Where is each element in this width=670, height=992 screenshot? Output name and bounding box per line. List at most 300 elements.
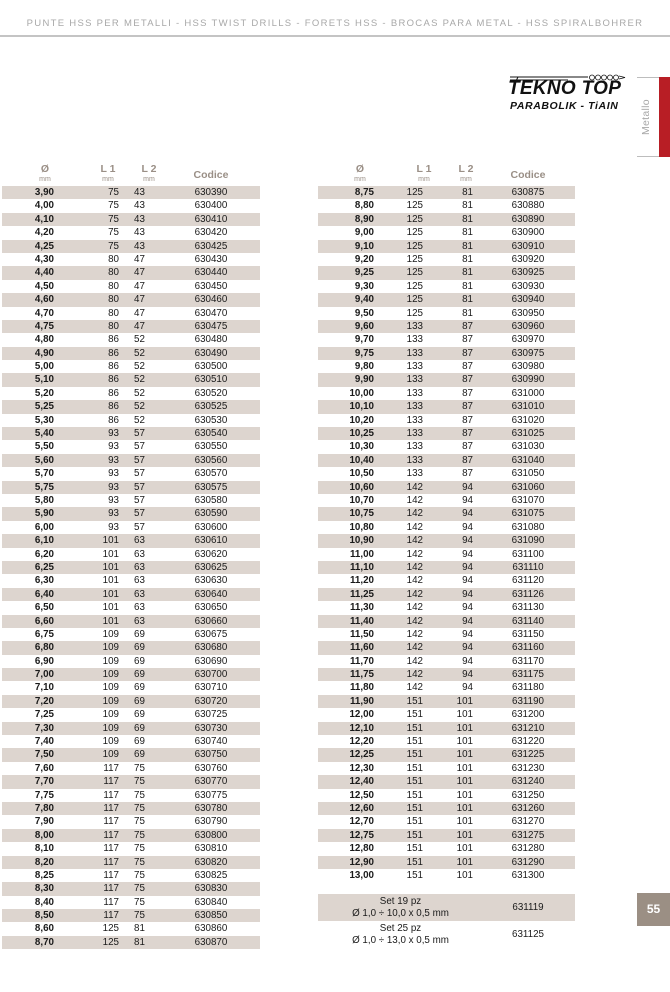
- l2-cell: 57: [134, 481, 145, 493]
- diameter-cell: 5,75: [34, 481, 54, 493]
- table-row: [2, 775, 260, 788]
- table-row: [318, 360, 575, 373]
- l2-cell: 94: [462, 628, 473, 640]
- l1-cell: 109: [102, 669, 119, 681]
- diameter-cell: 10,10: [349, 401, 374, 413]
- l1-cell: 117: [103, 896, 119, 908]
- table-row: [318, 226, 575, 239]
- table-row: [2, 601, 260, 614]
- code-cell: 630520: [194, 387, 228, 399]
- l1-cell: 75: [108, 200, 119, 212]
- l1-cell: 75: [108, 240, 119, 252]
- code-cell: 631260: [511, 802, 545, 814]
- l2-cell: 52: [134, 414, 145, 426]
- code-cell: 631160: [512, 642, 544, 654]
- l1-cell: 142: [406, 628, 423, 640]
- l2-cell: 87: [462, 387, 473, 399]
- diameter-cell: 12,40: [349, 776, 374, 788]
- table-row: [2, 534, 260, 547]
- diameter-cell: 6,25: [34, 561, 54, 573]
- table-row: [318, 815, 575, 828]
- l1-cell: 80: [108, 320, 119, 332]
- diameter-cell: 11,10: [350, 561, 374, 573]
- l2-cell: 87: [462, 401, 473, 413]
- diameter-cell: 11,40: [350, 615, 374, 627]
- l1-cell: 142: [406, 669, 423, 681]
- table-row: [318, 829, 575, 842]
- diameter-cell: 10,40: [349, 454, 374, 466]
- l2-cell: 69: [134, 628, 145, 640]
- code-cell: 630580: [194, 494, 228, 506]
- l2-cell: 43: [134, 213, 145, 225]
- code-cell: 630890: [511, 213, 545, 225]
- table-row: [318, 213, 575, 226]
- code-cell: 630830: [194, 883, 228, 895]
- table-row: [318, 427, 575, 440]
- code-cell: 630640: [194, 588, 228, 600]
- table-row: [2, 521, 260, 534]
- l1-cell: 101: [102, 615, 119, 627]
- l2-cell: 47: [134, 280, 145, 292]
- diameter-cell: 10,30: [349, 441, 374, 453]
- table-row: [318, 454, 575, 467]
- l2-cell: 81: [462, 213, 473, 225]
- table-row: [318, 467, 575, 480]
- code-cell: 630400: [194, 200, 228, 212]
- l1-cell: 86: [108, 374, 119, 386]
- diameter-cell: 11,50: [350, 628, 374, 640]
- table-row: [2, 320, 260, 333]
- diameter-cell: 7,80: [34, 802, 54, 814]
- set-range: Ø 1,0 ÷ 13,0 x 0,5 mm: [352, 934, 449, 946]
- table-row: [318, 507, 575, 520]
- table-row: [318, 440, 575, 453]
- code-cell: 630440: [194, 267, 228, 279]
- diameter-cell: 6,20: [34, 548, 54, 560]
- l1-cell: 86: [108, 401, 119, 413]
- diameter-cell: 9,10: [354, 240, 374, 252]
- diameter-cell: 9,70: [354, 334, 374, 346]
- l1-cell: 142: [406, 494, 423, 506]
- code-cell: 631075: [511, 508, 545, 520]
- diameter-cell: 5,50: [34, 441, 54, 453]
- l2-cell: 101: [456, 789, 473, 801]
- code-cell: 631110: [512, 561, 544, 573]
- l1-cell: 117: [103, 776, 119, 788]
- diameter-cell: 4,30: [34, 253, 54, 265]
- diameter-cell: 12,10: [349, 722, 374, 734]
- table-row: [2, 588, 260, 601]
- diameter-cell: 8,40: [34, 896, 54, 908]
- code-cell: 630825: [194, 869, 228, 881]
- l2-cell: 43: [134, 227, 145, 239]
- l2-cell: 57: [134, 454, 145, 466]
- diameter-cell: 5,40: [34, 428, 54, 440]
- diameter-cell: 12,70: [349, 816, 374, 828]
- code-cell: 630840: [194, 896, 228, 908]
- code-cell: 631250: [511, 789, 545, 801]
- l1-cell: 142: [406, 508, 423, 520]
- code-cell: 630800: [194, 829, 228, 841]
- table-row: [318, 735, 575, 748]
- l1-cell: 75: [108, 227, 119, 239]
- code-cell: 630490: [194, 347, 228, 359]
- table-row: [2, 253, 260, 266]
- l1-cell: 142: [406, 682, 423, 694]
- diameter-cell: 8,75: [354, 187, 374, 198]
- l1-cell: 133: [406, 387, 423, 399]
- l2-cell: 87: [462, 441, 473, 453]
- table-row: [318, 802, 575, 815]
- table-row: [2, 481, 260, 494]
- diameter-cell: 11,75: [350, 669, 374, 681]
- l1-cell: 125: [406, 200, 423, 212]
- table-header: [2, 164, 260, 186]
- code-cell: 631150: [512, 628, 544, 640]
- l2-cell: 47: [134, 253, 145, 265]
- code-cell: 631130: [512, 602, 544, 614]
- l2-cell: 75: [134, 762, 145, 774]
- l1-cell: 109: [102, 642, 119, 654]
- l1-cell: 80: [108, 267, 119, 279]
- l1-cell: 117: [103, 856, 119, 868]
- code-cell: 631126: [512, 588, 544, 600]
- diameter-cell: 9,50: [354, 307, 374, 319]
- l2-cell: 101: [456, 762, 473, 774]
- code-cell: 630880: [511, 200, 545, 212]
- l1-cell: 109: [102, 695, 119, 707]
- l2-cell: 75: [134, 896, 145, 908]
- l1-cell: 109: [102, 682, 119, 694]
- diameter-cell: 12,60: [349, 802, 374, 814]
- header-code: Codice: [193, 169, 229, 181]
- header-l2: L 2 mm: [141, 163, 157, 183]
- l1-cell: 109: [102, 628, 119, 640]
- code-cell: 631230: [511, 762, 545, 774]
- table-row: [318, 293, 575, 306]
- l2-cell: 81: [462, 294, 473, 306]
- code-cell: 630900: [511, 227, 545, 239]
- l1-cell: 80: [108, 253, 119, 265]
- l1-cell: 109: [102, 655, 119, 667]
- diameter-cell: 7,90: [34, 816, 54, 828]
- diameter-cell: 10,50: [349, 468, 374, 480]
- code-cell: 631140: [512, 615, 544, 627]
- code-cell: 630425: [194, 240, 228, 252]
- diameter-cell: 4,10: [34, 213, 54, 225]
- code-cell: 630680: [194, 642, 228, 654]
- l1-cell: 117: [103, 802, 119, 814]
- table-row: [318, 548, 575, 561]
- l1-cell: 101: [102, 548, 119, 560]
- table-row: [2, 869, 260, 882]
- code-cell: 631225: [511, 749, 545, 761]
- diameter-cell: 10,75: [349, 508, 374, 520]
- l2-cell: 63: [134, 548, 145, 560]
- l1-cell: 133: [406, 454, 423, 466]
- code-cell: 630610: [194, 535, 228, 547]
- diameter-cell: 9,20: [354, 253, 374, 265]
- l2-cell: 75: [134, 802, 145, 814]
- code-cell: 631060: [511, 481, 545, 493]
- diameter-cell: 7,00: [34, 669, 54, 681]
- table-row: [2, 414, 260, 427]
- code-cell: 631300: [511, 869, 545, 881]
- code-cell: 631210: [511, 722, 545, 734]
- table-row: [2, 548, 260, 561]
- table-row: [2, 494, 260, 507]
- table-row: [2, 226, 260, 239]
- table-row: [2, 815, 260, 828]
- code-cell: 630720: [194, 695, 228, 707]
- table-row: [318, 641, 575, 654]
- table-row: [2, 333, 260, 346]
- l1-cell: 142: [406, 481, 423, 493]
- code-cell: 630990: [511, 374, 545, 386]
- l2-cell: 101: [456, 776, 473, 788]
- l1-cell: 151: [406, 776, 423, 788]
- table-row: [2, 922, 260, 935]
- code-cell: 630575: [194, 481, 228, 493]
- table-row: [318, 307, 575, 320]
- l1-cell: 151: [406, 709, 423, 721]
- code-cell: 631290: [511, 856, 545, 868]
- table-row: [318, 240, 575, 253]
- l2-cell: 94: [462, 588, 473, 600]
- l2-cell: 94: [462, 535, 473, 547]
- table-row: [2, 668, 260, 681]
- code-cell: 631180: [512, 682, 544, 694]
- l1-cell: 86: [108, 387, 119, 399]
- table-row: [2, 307, 260, 320]
- header-l2: L 2 mm: [458, 163, 474, 183]
- header-diameter: Ø mm: [354, 163, 366, 183]
- l2-cell: 81: [462, 253, 473, 265]
- diameter-cell: 7,25: [34, 709, 54, 721]
- l1-cell: 151: [406, 816, 423, 828]
- l1-cell: 142: [406, 615, 423, 627]
- table-row: [2, 387, 260, 400]
- l2-cell: 69: [134, 669, 145, 681]
- l1-cell: 142: [406, 535, 423, 547]
- diameter-cell: 10,60: [349, 481, 374, 493]
- code-cell: 630460: [194, 294, 228, 306]
- code-cell: 631280: [511, 843, 545, 855]
- diameter-cell: 11,00: [350, 548, 374, 560]
- code-cell: 630525: [194, 401, 228, 413]
- l1-cell: 93: [108, 468, 119, 480]
- table-row: [2, 427, 260, 440]
- l1-cell: 86: [108, 347, 119, 359]
- code-cell: 630960: [511, 320, 545, 332]
- code-cell: 630420: [194, 227, 228, 239]
- code-cell: 630390: [194, 187, 228, 198]
- table-row: [318, 668, 575, 681]
- code-cell: 630925: [511, 267, 545, 279]
- diameter-cell: 6,50: [34, 602, 54, 614]
- diameter-cell: 8,25: [34, 869, 54, 881]
- table-row: [2, 735, 260, 748]
- table-row: [2, 708, 260, 721]
- l1-cell: 151: [406, 749, 423, 761]
- l2-cell: 75: [134, 883, 145, 895]
- table-row: [318, 253, 575, 266]
- table-row: [318, 681, 575, 694]
- diameter-cell: 5,20: [34, 387, 54, 399]
- l2-cell: 94: [462, 481, 473, 493]
- table-row: [2, 882, 260, 895]
- code-cell: 631070: [511, 494, 545, 506]
- diameter-cell: 6,80: [34, 642, 54, 654]
- table-row: [318, 655, 575, 668]
- code-cell: 630475: [194, 320, 228, 332]
- l1-cell: 133: [406, 441, 423, 453]
- table-row: [2, 454, 260, 467]
- l2-cell: 57: [134, 521, 145, 533]
- table-row: [318, 628, 575, 641]
- l1-cell: 133: [406, 401, 423, 413]
- l2-cell: 94: [462, 521, 473, 533]
- l1-cell: 151: [406, 856, 423, 868]
- l1-cell: 93: [108, 454, 119, 466]
- code-cell: 631175: [512, 669, 544, 681]
- diameter-cell: 11,70: [350, 655, 374, 667]
- diameter-cell: 9,25: [354, 267, 374, 279]
- diameter-cell: 4,00: [34, 200, 54, 212]
- table-row: [2, 909, 260, 922]
- l2-cell: 81: [134, 936, 145, 948]
- diameter-cell: 9,00: [354, 227, 374, 239]
- set-row: [318, 894, 575, 921]
- l2-cell: 43: [134, 200, 145, 212]
- l2-cell: 81: [462, 240, 473, 252]
- diameter-cell: 13,00: [349, 869, 374, 881]
- diameter-cell: 12,00: [349, 709, 374, 721]
- table-row: [318, 199, 575, 212]
- table-row: [318, 347, 575, 360]
- l2-cell: 52: [134, 387, 145, 399]
- table-row: [318, 280, 575, 293]
- set-code: 631119: [512, 902, 544, 913]
- l1-cell: 86: [108, 361, 119, 373]
- l1-cell: 133: [406, 361, 423, 373]
- l1-cell: 142: [406, 588, 423, 600]
- l2-cell: 47: [134, 294, 145, 306]
- header-l1: L 1 mm: [416, 163, 432, 183]
- table-row: [318, 373, 575, 386]
- code-cell: 630780: [194, 802, 228, 814]
- l2-cell: 52: [134, 361, 145, 373]
- code-cell: 631010: [511, 401, 545, 413]
- table-row: [2, 467, 260, 480]
- diameter-cell: 12,20: [349, 736, 374, 748]
- l2-cell: 81: [462, 280, 473, 292]
- table-row: [318, 574, 575, 587]
- l1-cell: 117: [103, 883, 119, 895]
- code-cell: 630980: [511, 361, 545, 373]
- diameter-cell: 8,80: [354, 200, 374, 212]
- table-row: [2, 842, 260, 855]
- l2-cell: 69: [134, 695, 145, 707]
- table-row: [318, 856, 575, 869]
- l2-cell: 63: [134, 575, 145, 587]
- diameter-cell: 10,90: [349, 535, 374, 547]
- table-row: [318, 266, 575, 279]
- diameter-cell: 12,30: [349, 762, 374, 774]
- diameter-cell: 9,30: [354, 280, 374, 292]
- l2-cell: 57: [134, 508, 145, 520]
- l1-cell: 117: [103, 829, 119, 841]
- table-row: [2, 186, 260, 199]
- code-cell: 631170: [512, 655, 544, 667]
- diameter-cell: 9,60: [354, 320, 374, 332]
- set-range: Ø 1,0 ÷ 10,0 x 0,5 mm: [352, 907, 449, 919]
- diameter-cell: 8,10: [34, 843, 54, 855]
- table-row: [318, 534, 575, 547]
- code-cell: 630510: [194, 374, 228, 386]
- diameter-cell: 6,75: [34, 628, 54, 640]
- l1-cell: 80: [108, 294, 119, 306]
- l2-cell: 57: [134, 428, 145, 440]
- l1-cell: 93: [108, 481, 119, 493]
- code-cell: 630850: [194, 910, 228, 922]
- code-cell: 630620: [194, 548, 228, 560]
- l2-cell: 101: [456, 695, 473, 707]
- code-cell: 630870: [194, 936, 228, 948]
- diameter-cell: 7,20: [34, 695, 54, 707]
- l2-cell: 101: [456, 829, 473, 841]
- diameter-cell: 7,60: [34, 762, 54, 774]
- table-row: [318, 186, 575, 199]
- code-cell: 630450: [194, 280, 228, 292]
- diameter-cell: 10,00: [349, 387, 374, 399]
- l1-cell: 142: [406, 655, 423, 667]
- diameter-cell: 10,20: [349, 414, 374, 426]
- l2-cell: 57: [134, 494, 145, 506]
- l1-cell: 101: [102, 602, 119, 614]
- l2-cell: 94: [462, 669, 473, 681]
- table-row: [2, 293, 260, 306]
- code-cell: 630470: [194, 307, 228, 319]
- diameter-cell: 8,30: [34, 883, 54, 895]
- header-code: Codice: [510, 169, 546, 181]
- diameter-cell: 5,90: [34, 508, 54, 520]
- code-cell: 630550: [194, 441, 228, 453]
- l1-cell: 117: [103, 762, 119, 774]
- diameter-cell: 4,75: [34, 320, 54, 332]
- l2-cell: 94: [462, 575, 473, 587]
- diameter-cell: 8,50: [34, 910, 54, 922]
- diameter-cell: 4,60: [34, 294, 54, 306]
- code-cell: 630860: [194, 923, 228, 935]
- l2-cell: 52: [134, 374, 145, 386]
- l1-cell: 151: [406, 829, 423, 841]
- code-cell: 631080: [511, 521, 545, 533]
- table-row: [2, 280, 260, 293]
- table-row: [2, 789, 260, 802]
- table-row: [2, 240, 260, 253]
- diameter-cell: 11,30: [350, 602, 374, 614]
- code-cell: 631020: [511, 414, 545, 426]
- code-cell: 630625: [194, 561, 228, 573]
- l2-cell: 101: [456, 869, 473, 881]
- code-cell: 631120: [512, 575, 544, 587]
- code-cell: 630410: [194, 213, 228, 225]
- code-cell: 631025: [511, 428, 545, 440]
- l1-cell: 93: [108, 428, 119, 440]
- code-cell: 630740: [194, 736, 228, 748]
- code-cell: 630570: [194, 468, 228, 480]
